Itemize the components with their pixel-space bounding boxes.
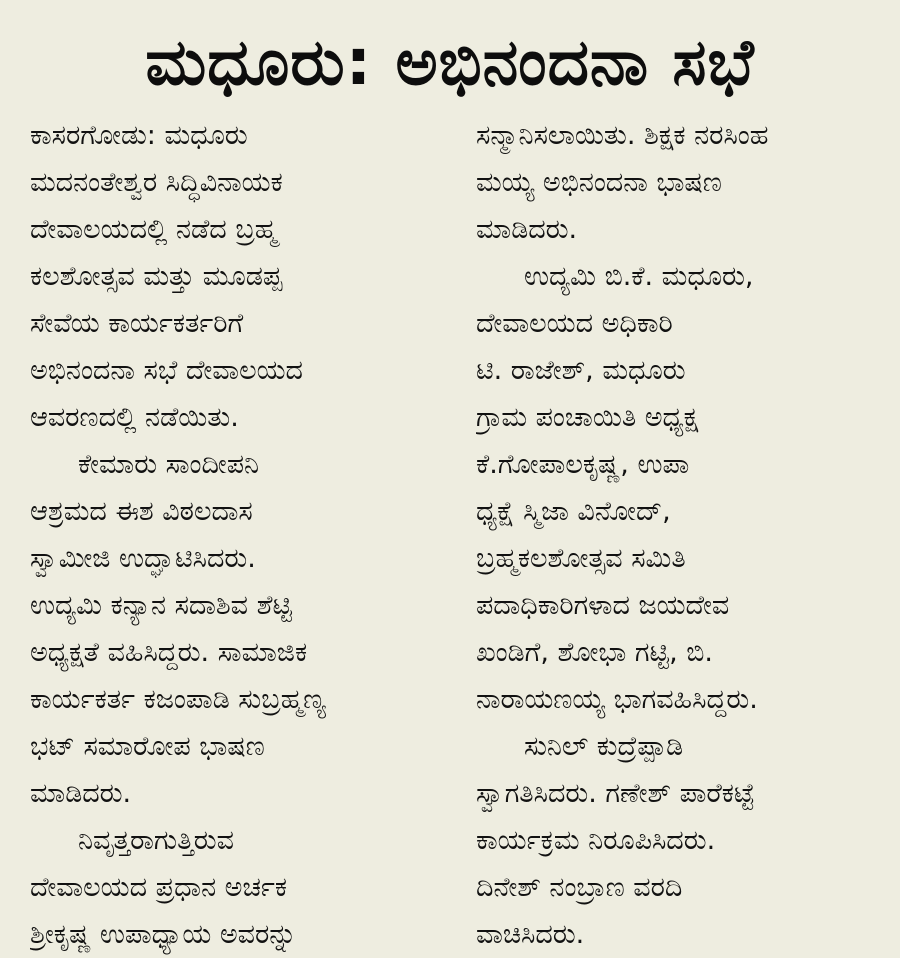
article-line: ಧ್ಯಕ್ಷೆ ಸ್ಮಿಜಾ ವಿನೋದ್, — [476, 496, 671, 527]
article-line: ಕಾಸರಗೋಡು: ಮಧೂರು — [30, 120, 248, 151]
article-line: ಖಂಡಿಗೆ, ಶೋಭಾ ಗಟ್ಟಿ, ಬಿ. — [476, 637, 713, 668]
article-line: ಕಾರ್ಯಕರ್ತ ಕಜಂಪಾಡಿ ಸುಬ್ರಹ್ಮಣ್ಯ — [30, 684, 326, 715]
article-line: ಸ್ವಾಮೀಜಿ ಉದ್ಘಾಟಿಸಿದರು. — [30, 543, 256, 574]
article-line: ಟಿ. ರಾಜೇಶ್, ಮಧೂರು — [476, 355, 686, 386]
article-line: ದೇವಾಲಯದ ಅಧಿಕಾರಿ — [476, 308, 673, 339]
article-line: ಮದನಂತೇಶ್ವರ ಸಿದ್ಧಿವಿನಾಯಕ — [30, 167, 283, 198]
article-line: ಮಾಡಿದರು. — [30, 778, 132, 809]
article-line: ಅಧ್ಯಕ್ಷತೆ ವಹಿಸಿದ್ದರು. ಸಾಮಾಜಿಕ — [30, 637, 308, 668]
article-line: ಬ್ರಹ್ಮಕಲಶೋತ್ಸವ ಸಮಿತಿ — [476, 543, 686, 574]
article-line: ಸುನಿಲ್ ಕುದ್ರೆಪ್ಪಾಡಿ — [524, 731, 684, 762]
article-line: ಕಾರ್ಯಕ್ರಮ ನಿರೂಪಿಸಿದರು. — [476, 825, 716, 856]
article-line: ನಾರಾಯಣಯ್ಯ ಭಾಗವಹಿಸಿದ್ದರು. — [476, 684, 758, 715]
article-line: ಸ್ವಾಗತಿಸಿದರು. ಗಣೇಶ್ ಪಾರೆಕಟ್ಟೆ — [476, 778, 755, 809]
article-line: ಕೆ.ಗೋಪಾಲಕೃಷ್ಣ, ಉಪಾ — [476, 449, 690, 480]
article-line: ಶ್ರೀಕೃಷ್ಣ ಉಪಾಧ್ಯಾಯ ಅವರನ್ನು — [30, 919, 297, 950]
article-line: ಭಟ್ ಸಮಾರೋಪ ಭಾಷಣ — [30, 731, 265, 762]
article-line: ದೇವಾಲಯದ ಪ್ರಧಾನ ಅರ್ಚಕ — [30, 872, 288, 903]
article-line: ಉದ್ಯಮಿ ಕನ್ಯಾನ ಸದಾಶಿವ ಶೆಟ್ಟಿ — [30, 590, 293, 621]
article-line: ಮಾಡಿದರು. — [476, 214, 578, 245]
article-line: ದಿನೇಶ್ ನಂಬ್ರಾಣ ವರದಿ — [476, 872, 683, 903]
article-line: ಸನ್ಮಾನಿಸಲಾಯಿತು. ಶಿಕ್ಷಕ ನರಸಿಂಹ — [476, 120, 769, 151]
article-line: ಪದಾಧಿಕಾರಿಗಳಾದ ಜಯದೇವ — [476, 590, 730, 621]
article-line: ಕಲಶೋತ್ಸವ ಮತ್ತು ಮೂಡಪ್ಪ — [30, 261, 283, 292]
article-line: ಗ್ರಾಮ ಪಂಚಾಯಿತಿ ಅಧ್ಯಕ್ಷ — [476, 402, 699, 433]
article-line: ಮಯ್ಯ ಅಭಿನಂದನಾ ಭಾಷಣ — [476, 167, 722, 198]
article-line: ನಿವೃತ್ತರಾಗುತ್ತಿರುವ — [78, 825, 234, 856]
article-line: ದೇವಾಲಯದಲ್ಲಿ ನಡೆದ ಬ್ರಹ್ಮ — [30, 214, 278, 245]
article-line: ಸೇವೆಯ ಕಾರ್ಯಕರ್ತರಿಗೆ — [30, 308, 244, 339]
article-line: ಉದ್ಯಮಿ ಬಿ.ಕೆ. ಮಧೂರು, — [524, 261, 754, 292]
left-column — [30, 112, 440, 958]
right-column — [476, 112, 886, 958]
headline: ಮಧೂರು: ಅಭಿನಂದನಾ ಸಭೆ — [145, 26, 755, 100]
article-line: ಆವರಣದಲ್ಲಿ ನಡೆಯಿತು. — [30, 402, 239, 433]
article-line: ವಾಚಿಸಿದರು. — [476, 919, 585, 950]
article-line: ಆಶ್ರಮದ ಈಶ ವಿಠಲದಾಸ — [30, 496, 253, 527]
article-line: ಅಭಿನಂದನಾ ಸಭೆ ದೇವಾಲಯದ — [30, 355, 303, 386]
article-line: ಕೇಮಾರು ಸಾಂದೀಪನಿ — [78, 449, 260, 480]
